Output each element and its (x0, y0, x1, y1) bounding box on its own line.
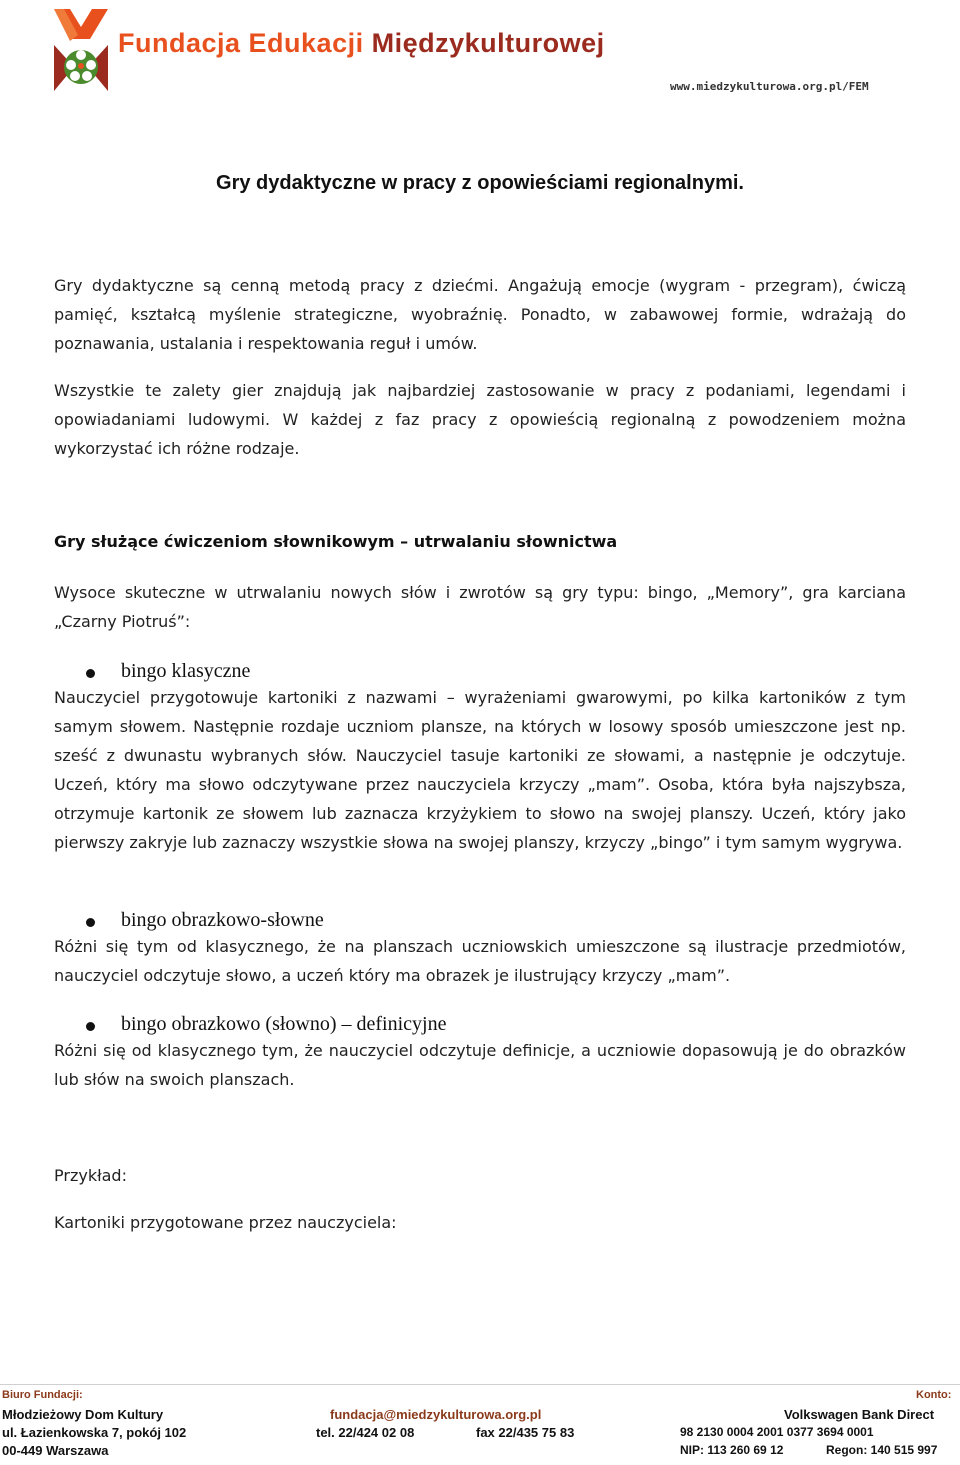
document-title: Gry dydaktyczne w pracy z opowieściami regionalnymi. (216, 172, 744, 194)
bank-name: Volkswagen Bank Direct (784, 1407, 935, 1422)
office-city: 00-449 Warszawa (2, 1443, 109, 1458)
game-name: bingo obrazkowo-słowne (121, 909, 324, 931)
org-name-word-2: Edukacji (248, 28, 364, 58)
bullet-icon (86, 669, 95, 678)
organization-url: www.miedzykulturowa.org.pl/FEM (670, 80, 869, 93)
regon-number: Regon: 140 515 997 (826, 1443, 938, 1457)
org-name-word-3: Międzykulturowej (371, 28, 605, 58)
contact-fax: fax 22/435 75 83 (476, 1425, 575, 1440)
letterhead (0, 0, 960, 110)
org-name-word-1: Fundacja (118, 28, 241, 58)
account-number: 98 2130 0004 2001 0377 3694 0001 (680, 1425, 874, 1439)
intro-paragraph-2: Wszystkie te zalety gier znajdują jak najbardziej zastosowanie w pracy z podaniami, legendami i opowiadaniami ludowymi. W każdej z faz pracy z opowieścią regionalną z powodzeniem można wykorzystać ich różne rodzaje. (54, 381, 906, 458)
office-label: Biuro Fundacji: (2, 1389, 83, 1401)
game-name: bingo klasyczne (121, 660, 251, 682)
game-description: Różni się tym od klasycznego, że na planszach uczniowskich umieszczone są ilustracje przedmiotów, nauczyciel odczytuje słowo, a uczeń który ma obrazek je ilustrujący krzyczy „mam”. (54, 937, 906, 985)
letterhead-footer (0, 1384, 960, 1465)
section-heading: Gry służące ćwiczeniom słownikowym – utrwalaniu słownictwa (54, 532, 618, 551)
game-description: Różni się od klasycznego tym, że nauczyciel odczytuje definicje, a uczniowie dopasowują je do obrazków lub słów na swoich planszach. (54, 1041, 906, 1089)
cards-label: Kartoniki przygotowane przez nauczyciela: (54, 1213, 397, 1232)
office-name: Młodzieżowy Dom Kultury (2, 1407, 164, 1422)
bullet-icon (86, 1022, 95, 1031)
bullet-icon (86, 918, 95, 927)
organization-name (118, 28, 605, 59)
contact-phone: tel. 22/424 02 08 (316, 1425, 415, 1440)
game-name: bingo obrazkowo (słowno) – definicyjne (121, 1013, 447, 1035)
section-intro: Wysoce skuteczne w utrwalaniu nowych słów i zwrotów są gry typu: bingo, „Memory”, gra karciana „Czarny Piotruś”: (54, 583, 906, 631)
intro-paragraph-1: Gry dydaktyczne są cenną metodą pracy z dziećmi. Angażują emocje (wygram - przegram), ćwiczą pamięć, kształcą myślenie strategiczne, wyobraźnię. Ponadto, w zabawowej formie, wdrażają do poznawania, ustalania i respektowania reguł i umów. (54, 276, 906, 353)
office-street: ul. Łazienkowska 7, pokój 102 (2, 1425, 187, 1440)
game-description: Nauczyciel przygotowuje kartoniki z nazwami – wyrażeniami gwarowymi, po kilka kartoników z tym samym słowem. Następnie rozdaje uczniom plansze, na których w losowy sposób umieszczone jest np. sześć z dwunastu wybranych słów. Nauczyciel tasuje kartoniki ze słowami, a następnie je odczytuje. Uczeń, który ma słowo odczytywane przez nauczyciela krzyczy „mam”. Osoba, która była najszybsza, otrzymuje kartonik ze słowem lub zaznacza krzyżykiem to słowo na swojej planszy. Uczeń, który jako pierwszy zakryje lub zaznaczy wszystkie słowa na swojej planszy, krzyczy „bingo” i tym samym wygrywa. (54, 688, 906, 852)
contact-email: fundacja@miedzykulturowa.org.pl (330, 1407, 542, 1422)
account-label: Konto: (916, 1389, 952, 1401)
example-label: Przykład: (54, 1166, 127, 1185)
nip-number: NIP: 113 260 69 12 (680, 1443, 784, 1457)
foundation-logo-icon (50, 5, 112, 91)
